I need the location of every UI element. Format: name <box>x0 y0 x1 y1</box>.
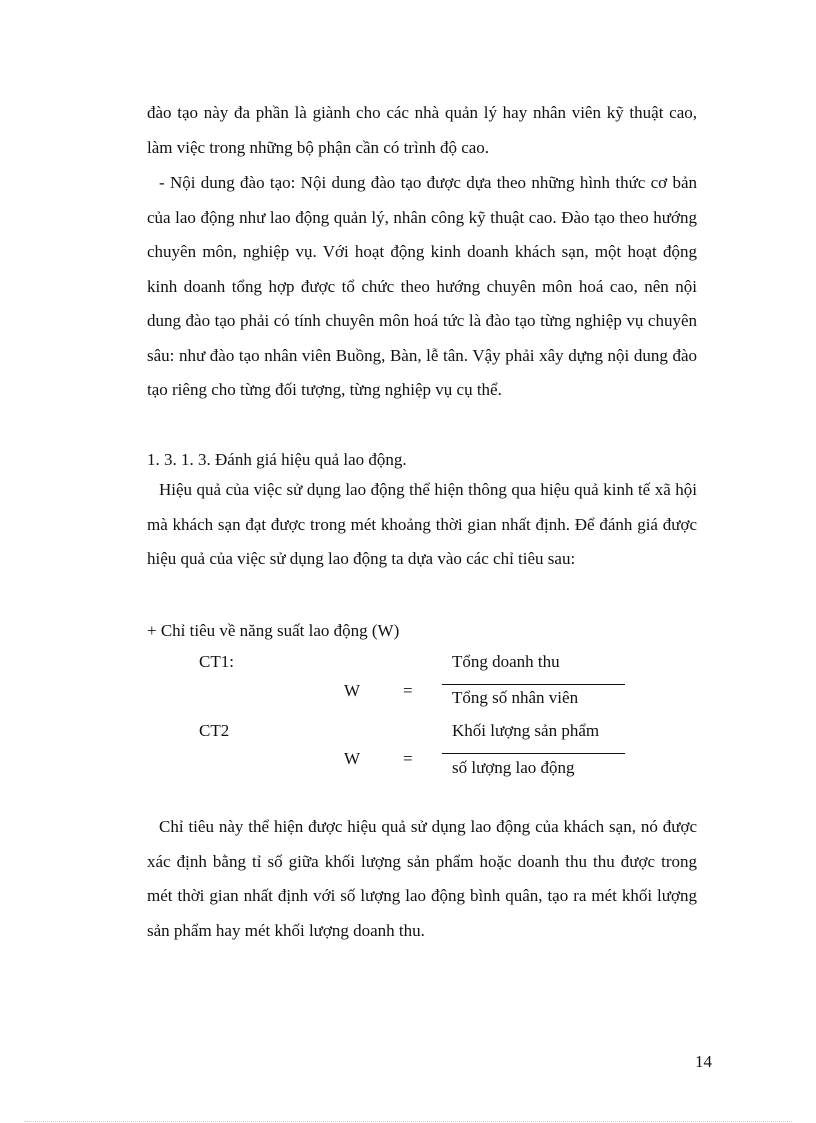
page-number: 14 <box>695 1052 712 1071</box>
formula-equals: = <box>403 749 413 768</box>
paragraph-efficiency-intro: Hiệu quả của việc sử dụng lao động thể hiện thông qua hiệu quả kinh tế xã hội mà khách sạn đạt được trong mét khoảng thời gian nhất định. Để đánh giá được hiệu quả của việc sử dụng lao động ta dựa vào các chỉ tiêu sau: <box>147 480 697 568</box>
page-footer-divider <box>24 1121 792 1122</box>
formula-label: CT1: <box>199 652 234 671</box>
section-heading: 1. 3. 1. 3. Đánh giá hiệu quả lao động. <box>147 450 407 469</box>
formula-variable: W <box>344 681 361 700</box>
formula-numerator: Tổng doanh thu <box>452 652 560 671</box>
formula-variable: W <box>344 749 361 768</box>
paragraph-training-target: đào tạo này đa phần là giành cho các nhà quản lý hay nhân viên kỹ thuật cao, làm việc trong những bộ phận cần có trình độ cao. <box>147 103 697 157</box>
formula-denominator: Tổng số nhân viên <box>452 688 579 707</box>
fraction-bar <box>442 753 625 754</box>
bullet-productivity: + Chỉ tiêu về năng suất lao động (W) <box>147 621 400 640</box>
fraction-bar <box>442 684 625 685</box>
paragraph-training-content: - Nội dung đào tạo: Nội dung đào tạo được dựa theo những hình thức cơ bản của lao động như lao động quản lý, nhân công kỹ thuật cao. Đào tạo theo hướng chuyên môn, nghiệp vụ. Với hoạt động kinh doanh khách sạn, một hoạt động kinh doanh tổng hợp được tổ chức theo hướng chuyên môn hoá cao, nên nội dung đào tạo phải có tính chuyên môn hoá tức là đào tạo từng nghiệp vụ chuyên sâu: như đào tạo nhân viên Buồng, Bàn, lễ tân. Vậy phải xây dựng nội dung đào tạo riêng cho từng đối tượng, từng nghiệp vụ cụ thể. <box>147 173 697 399</box>
formula-denominator: số lượng lao động <box>452 758 575 777</box>
formula-numerator: Khối lượng sản phẩm <box>452 721 600 740</box>
paragraph-indicator-explanation: Chỉ tiêu này thể hiện được hiệu quả sử dụng lao động của khách sạn, nó được xác định bằng tỉ số giữa khối lượng sản phẩm hoặc doanh thu thu được trong mét thời gian nhất định với số lượng lao động bình quân, tạo ra mét khối lượng sản phẩm hay mét khối lượng doanh thu. <box>147 817 697 940</box>
formula-label: CT2 <box>199 721 230 740</box>
formula-equals: = <box>403 681 413 700</box>
